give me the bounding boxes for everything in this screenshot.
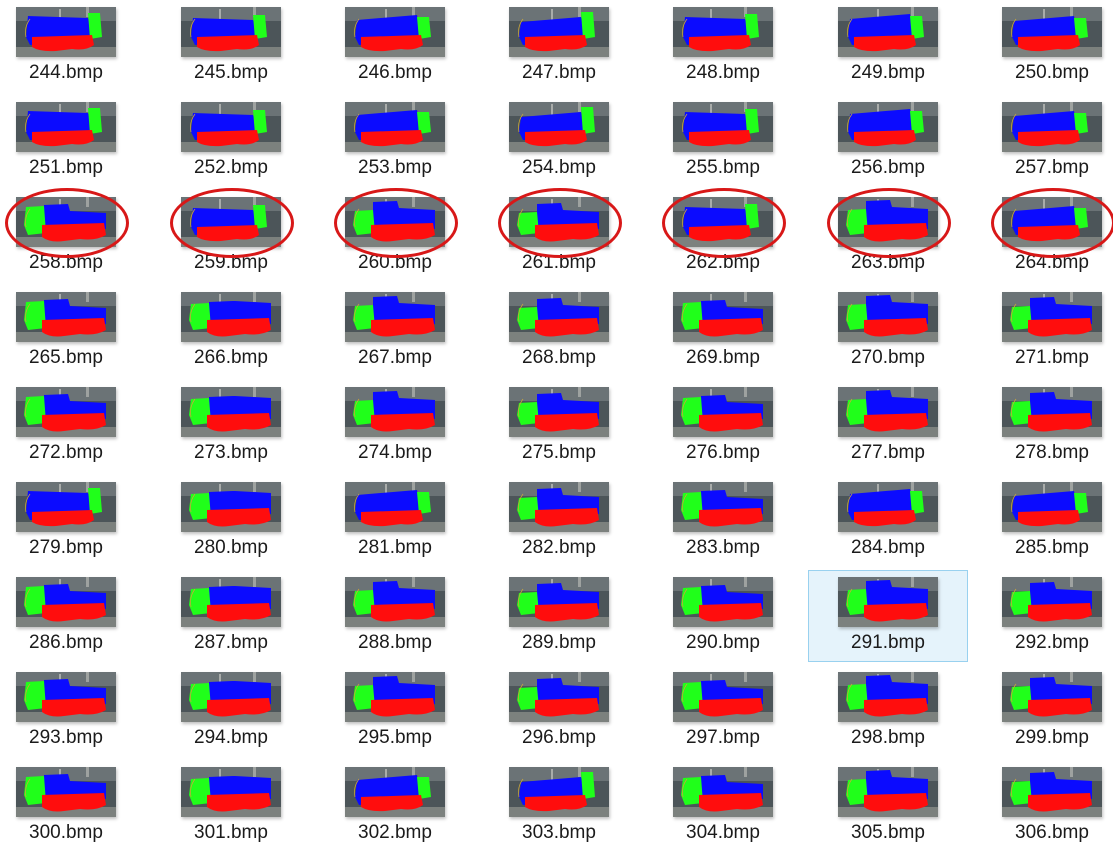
truck-segmentation-image [509,767,609,817]
file-thumbnail[interactable] [509,767,609,817]
file-name-label[interactable]: 286.bmp [29,632,103,653]
file-item[interactable] [808,380,968,472]
truck-segmentation-image [345,292,445,342]
file-name-label[interactable]: 269.bmp [686,347,760,368]
file-thumbnail[interactable] [16,672,116,722]
file-item[interactable] [972,475,1113,567]
file-thumbnail[interactable] [509,482,609,532]
file-name-label[interactable]: 251.bmp [29,157,103,178]
file-item[interactable] [0,285,146,377]
file-name-label[interactable]: 298.bmp [851,727,925,748]
truck-segmentation-image [181,7,281,57]
file-item[interactable] [315,570,475,662]
truck-segmentation-image [181,672,281,722]
file-item[interactable] [808,190,968,282]
file-name-label[interactable]: 276.bmp [686,442,760,463]
file-item[interactable] [972,665,1113,757]
file-item[interactable] [0,760,146,852]
file-item[interactable] [643,190,803,282]
file-item[interactable] [972,285,1113,377]
file-thumbnail[interactable] [181,7,281,57]
truck-segmentation-image [673,102,773,152]
truck-segmentation-image [673,387,773,437]
truck-segmentation-image [181,767,281,817]
truck-segmentation-image [509,102,609,152]
file-thumbnail[interactable] [181,577,281,627]
truck-segmentation-image [838,387,938,437]
file-item[interactable] [0,190,146,282]
file-thumbnail[interactable] [345,672,445,722]
file-name-label[interactable]: 281.bmp [358,537,432,558]
truck-segmentation-image [1002,102,1102,152]
file-name-label[interactable]: 266.bmp [194,347,268,368]
file-name-label[interactable]: 262.bmp [686,252,760,273]
file-item[interactable] [808,0,968,92]
truck-segmentation-image [345,102,445,152]
file-name-label[interactable]: 249.bmp [851,62,925,83]
truck-segmentation-image [838,482,938,532]
file-name-label[interactable]: 297.bmp [686,727,760,748]
file-item[interactable] [0,665,146,757]
truck-segmentation-image [509,577,609,627]
file-item[interactable] [479,0,639,92]
file-item[interactable] [315,380,475,472]
truck-segmentation-image [838,577,938,627]
file-item[interactable] [808,95,968,187]
truck-segmentation-image [345,387,445,437]
file-name-label[interactable]: 252.bmp [194,157,268,178]
file-item[interactable] [643,570,803,662]
file-name-label[interactable]: 260.bmp [358,252,432,273]
file-name-label[interactable]: 284.bmp [851,537,925,558]
file-thumbnail[interactable] [345,767,445,817]
truck-segmentation-image [838,292,938,342]
file-thumbnail[interactable] [345,482,445,532]
file-thumbnail[interactable] [16,577,116,627]
file-name-label[interactable]: 288.bmp [358,632,432,653]
file-name-label[interactable]: 277.bmp [851,442,925,463]
file-item[interactable] [972,0,1113,92]
file-thumbnail[interactable] [16,387,116,437]
file-name-label[interactable]: 290.bmp [686,632,760,653]
file-thumbnail[interactable] [509,387,609,437]
file-thumbnail[interactable] [1002,292,1102,342]
file-thumbnail[interactable] [509,292,609,342]
file-name-label[interactable]: 253.bmp [358,157,432,178]
file-item[interactable] [0,570,146,662]
truck-segmentation-image [509,482,609,532]
file-thumbnail[interactable] [181,767,281,817]
file-name-label[interactable]: 280.bmp [194,537,268,558]
file-thumbnail[interactable] [838,767,938,817]
file-name-label[interactable]: 245.bmp [194,62,268,83]
file-thumbnail[interactable] [1002,577,1102,627]
file-item[interactable] [479,190,639,282]
file-item[interactable] [808,475,968,567]
truck-segmentation-image [1002,767,1102,817]
file-thumbnail[interactable] [673,387,773,437]
file-thumbnail[interactable] [181,292,281,342]
truck-segmentation-image [838,7,938,57]
file-name-label[interactable]: 296.bmp [522,727,596,748]
file-thumbnail[interactable] [16,767,116,817]
file-thumbnail[interactable] [1002,102,1102,152]
file-item[interactable] [151,475,311,567]
truck-segmentation-image [345,577,445,627]
file-thumbnail[interactable] [16,102,116,152]
file-item[interactable] [643,0,803,92]
file-name-label[interactable]: 305.bmp [851,822,925,843]
file-item[interactable] [151,665,311,757]
truck-segmentation-image [673,7,773,57]
file-item[interactable] [315,475,475,567]
file-thumbnail[interactable] [509,577,609,627]
file-thumbnail[interactable] [181,197,281,247]
truck-segmentation-image [345,482,445,532]
truck-segmentation-image [1002,577,1102,627]
truck-segmentation-image [1002,482,1102,532]
file-item[interactable] [479,760,639,852]
truck-segmentation-image [509,197,609,247]
truck-segmentation-image [673,197,773,247]
file-item[interactable] [0,475,146,567]
truck-segmentation-image [16,7,116,57]
file-name-label[interactable]: 270.bmp [851,347,925,368]
file-thumbnail[interactable] [673,577,773,627]
file-item[interactable] [151,0,311,92]
truck-segmentation-image [16,102,116,152]
file-item[interactable] [479,475,639,567]
file-thumbnail[interactable] [16,197,116,247]
file-name-label[interactable]: 302.bmp [358,822,432,843]
file-item[interactable] [972,190,1113,282]
file-item[interactable] [643,285,803,377]
file-name-label[interactable]: 247.bmp [522,62,596,83]
truck-segmentation-image [181,197,281,247]
file-thumbnail[interactable] [838,102,938,152]
truck-segmentation-image [509,7,609,57]
file-item[interactable] [151,285,311,377]
file-thumbnail[interactable] [1002,7,1102,57]
file-name-label[interactable]: 248.bmp [686,62,760,83]
file-thumbnail[interactable] [838,292,938,342]
truck-segmentation-image [16,482,116,532]
file-thumbnail[interactable] [16,7,116,57]
file-thumbnail[interactable] [838,482,938,532]
file-thumbnail[interactable] [673,7,773,57]
file-thumbnail[interactable] [16,482,116,532]
file-thumbnail[interactable] [673,197,773,247]
truck-segmentation-image [838,102,938,152]
truck-segmentation-image [345,7,445,57]
truck-segmentation-image [1002,197,1102,247]
file-item[interactable] [315,95,475,187]
truck-segmentation-image [345,672,445,722]
file-item[interactable] [808,570,968,662]
file-thumbnail[interactable] [838,387,938,437]
file-thumbnail[interactable] [509,197,609,247]
truck-segmentation-image [181,292,281,342]
file-name-label[interactable]: 244.bmp [29,62,103,83]
file-name-label[interactable]: 294.bmp [194,727,268,748]
truck-segmentation-image [16,672,116,722]
file-name-label[interactable]: 267.bmp [358,347,432,368]
truck-segmentation-image [673,767,773,817]
file-item[interactable] [643,95,803,187]
file-item[interactable] [315,665,475,757]
truck-segmentation-image [16,292,116,342]
file-item[interactable] [0,380,146,472]
file-thumbnail[interactable] [345,292,445,342]
file-name-label[interactable]: 257.bmp [1015,157,1089,178]
truck-segmentation-image [1002,292,1102,342]
file-name-label[interactable]: 259.bmp [194,252,268,273]
truck-segmentation-image [181,102,281,152]
file-name-label[interactable]: 275.bmp [522,442,596,463]
truck-segmentation-image [16,197,116,247]
file-name-label[interactable]: 293.bmp [29,727,103,748]
truck-segmentation-image [838,672,938,722]
file-item[interactable] [151,95,311,187]
file-name-label[interactable]: 254.bmp [522,157,596,178]
file-name-label[interactable]: 255.bmp [686,157,760,178]
truck-segmentation-image [509,292,609,342]
truck-segmentation-image [181,387,281,437]
file-item[interactable] [643,380,803,472]
file-thumbnail[interactable] [1002,767,1102,817]
file-name-label[interactable]: 299.bmp [1015,727,1089,748]
file-thumbnail[interactable] [673,482,773,532]
file-thumbnail[interactable] [838,672,938,722]
file-thumbnail[interactable] [1002,672,1102,722]
file-item[interactable] [479,570,639,662]
file-thumbnail[interactable] [673,767,773,817]
file-item[interactable] [643,475,803,567]
file-name-label[interactable]: 292.bmp [1015,632,1089,653]
truck-segmentation-image [509,387,609,437]
truck-segmentation-image [16,767,116,817]
file-thumbnail[interactable] [838,577,938,627]
file-item[interactable] [972,95,1113,187]
file-name-label[interactable]: 271.bmp [1015,347,1089,368]
file-name-label[interactable]: 265.bmp [29,347,103,368]
file-item[interactable] [808,760,968,852]
file-name-label[interactable]: 291.bmp [851,632,925,653]
file-item[interactable] [479,380,639,472]
file-item[interactable] [315,285,475,377]
truck-segmentation-image [345,767,445,817]
file-name-label[interactable]: 263.bmp [851,252,925,273]
file-thumbnail[interactable] [181,482,281,532]
file-item[interactable] [315,760,475,852]
file-thumbnail[interactable] [509,672,609,722]
file-name-label[interactable]: 295.bmp [358,727,432,748]
file-name-label[interactable]: 273.bmp [194,442,268,463]
truck-segmentation-image [1002,387,1102,437]
file-name-label[interactable]: 261.bmp [522,252,596,273]
file-name-label[interactable]: 285.bmp [1015,537,1089,558]
file-thumbnail[interactable] [181,102,281,152]
file-item[interactable] [151,380,311,472]
file-thumbnail[interactable] [345,102,445,152]
truck-segmentation-image [1002,672,1102,722]
truck-segmentation-image [673,292,773,342]
file-name-label[interactable]: 287.bmp [194,632,268,653]
file-name-label[interactable]: 300.bmp [29,822,103,843]
file-item[interactable] [479,285,639,377]
file-item[interactable] [643,665,803,757]
file-name-label[interactable]: 303.bmp [522,822,596,843]
file-item[interactable] [479,95,639,187]
file-name-label[interactable]: 274.bmp [358,442,432,463]
file-item[interactable] [972,760,1113,852]
truck-segmentation-image [838,197,938,247]
file-thumbnail[interactable] [838,7,938,57]
file-thumbnail[interactable] [838,197,938,247]
file-item[interactable] [479,665,639,757]
file-name-label[interactable]: 272.bmp [29,442,103,463]
file-item[interactable] [0,0,146,92]
file-thumbnail[interactable] [181,672,281,722]
file-thumbnail[interactable] [1002,387,1102,437]
file-item[interactable] [315,0,475,92]
file-thumbnail[interactable] [673,102,773,152]
file-item[interactable] [315,190,475,282]
file-item[interactable] [808,285,968,377]
file-item[interactable] [151,760,311,852]
file-name-label[interactable]: 264.bmp [1015,252,1089,273]
truck-segmentation-image [673,672,773,722]
file-thumbnail[interactable] [181,387,281,437]
file-thumbnail[interactable] [509,7,609,57]
file-thumbnail[interactable] [1002,197,1102,247]
file-item[interactable] [643,760,803,852]
file-name-label[interactable]: 279.bmp [29,537,103,558]
file-thumbnail[interactable] [673,672,773,722]
file-thumbnail[interactable] [16,292,116,342]
truck-segmentation-image [181,482,281,532]
truck-segmentation-image [1002,7,1102,57]
file-thumbnail[interactable] [1002,482,1102,532]
file-name-label[interactable]: 258.bmp [29,252,103,273]
file-thumbnail[interactable] [673,292,773,342]
file-item[interactable] [972,570,1113,662]
file-name-label[interactable]: 282.bmp [522,537,596,558]
file-name-label[interactable]: 250.bmp [1015,62,1089,83]
file-thumbnail[interactable] [509,102,609,152]
file-item[interactable] [0,95,146,187]
file-item[interactable] [151,190,311,282]
file-name-label[interactable]: 246.bmp [358,62,432,83]
file-name-label[interactable]: 304.bmp [686,822,760,843]
file-name-label[interactable]: 278.bmp [1015,442,1089,463]
file-item[interactable] [151,570,311,662]
file-thumbnail[interactable] [345,197,445,247]
file-name-label[interactable]: 268.bmp [522,347,596,368]
file-name-label[interactable]: 256.bmp [851,157,925,178]
truck-segmentation-image [16,577,116,627]
file-name-label[interactable]: 306.bmp [1015,822,1089,843]
file-item[interactable] [972,380,1113,472]
file-name-label[interactable]: 283.bmp [686,537,760,558]
truck-segmentation-image [673,482,773,532]
truck-segmentation-image [16,387,116,437]
file-item[interactable] [808,665,968,757]
truck-segmentation-image [181,577,281,627]
file-thumbnail[interactable] [345,577,445,627]
truck-segmentation-image [673,577,773,627]
file-name-label[interactable]: 289.bmp [522,632,596,653]
file-thumbnail[interactable] [345,387,445,437]
truck-segmentation-image [345,197,445,247]
file-thumbnail[interactable] [345,7,445,57]
truck-segmentation-image [509,672,609,722]
file-name-label[interactable]: 301.bmp [194,822,268,843]
truck-segmentation-image [838,767,938,817]
